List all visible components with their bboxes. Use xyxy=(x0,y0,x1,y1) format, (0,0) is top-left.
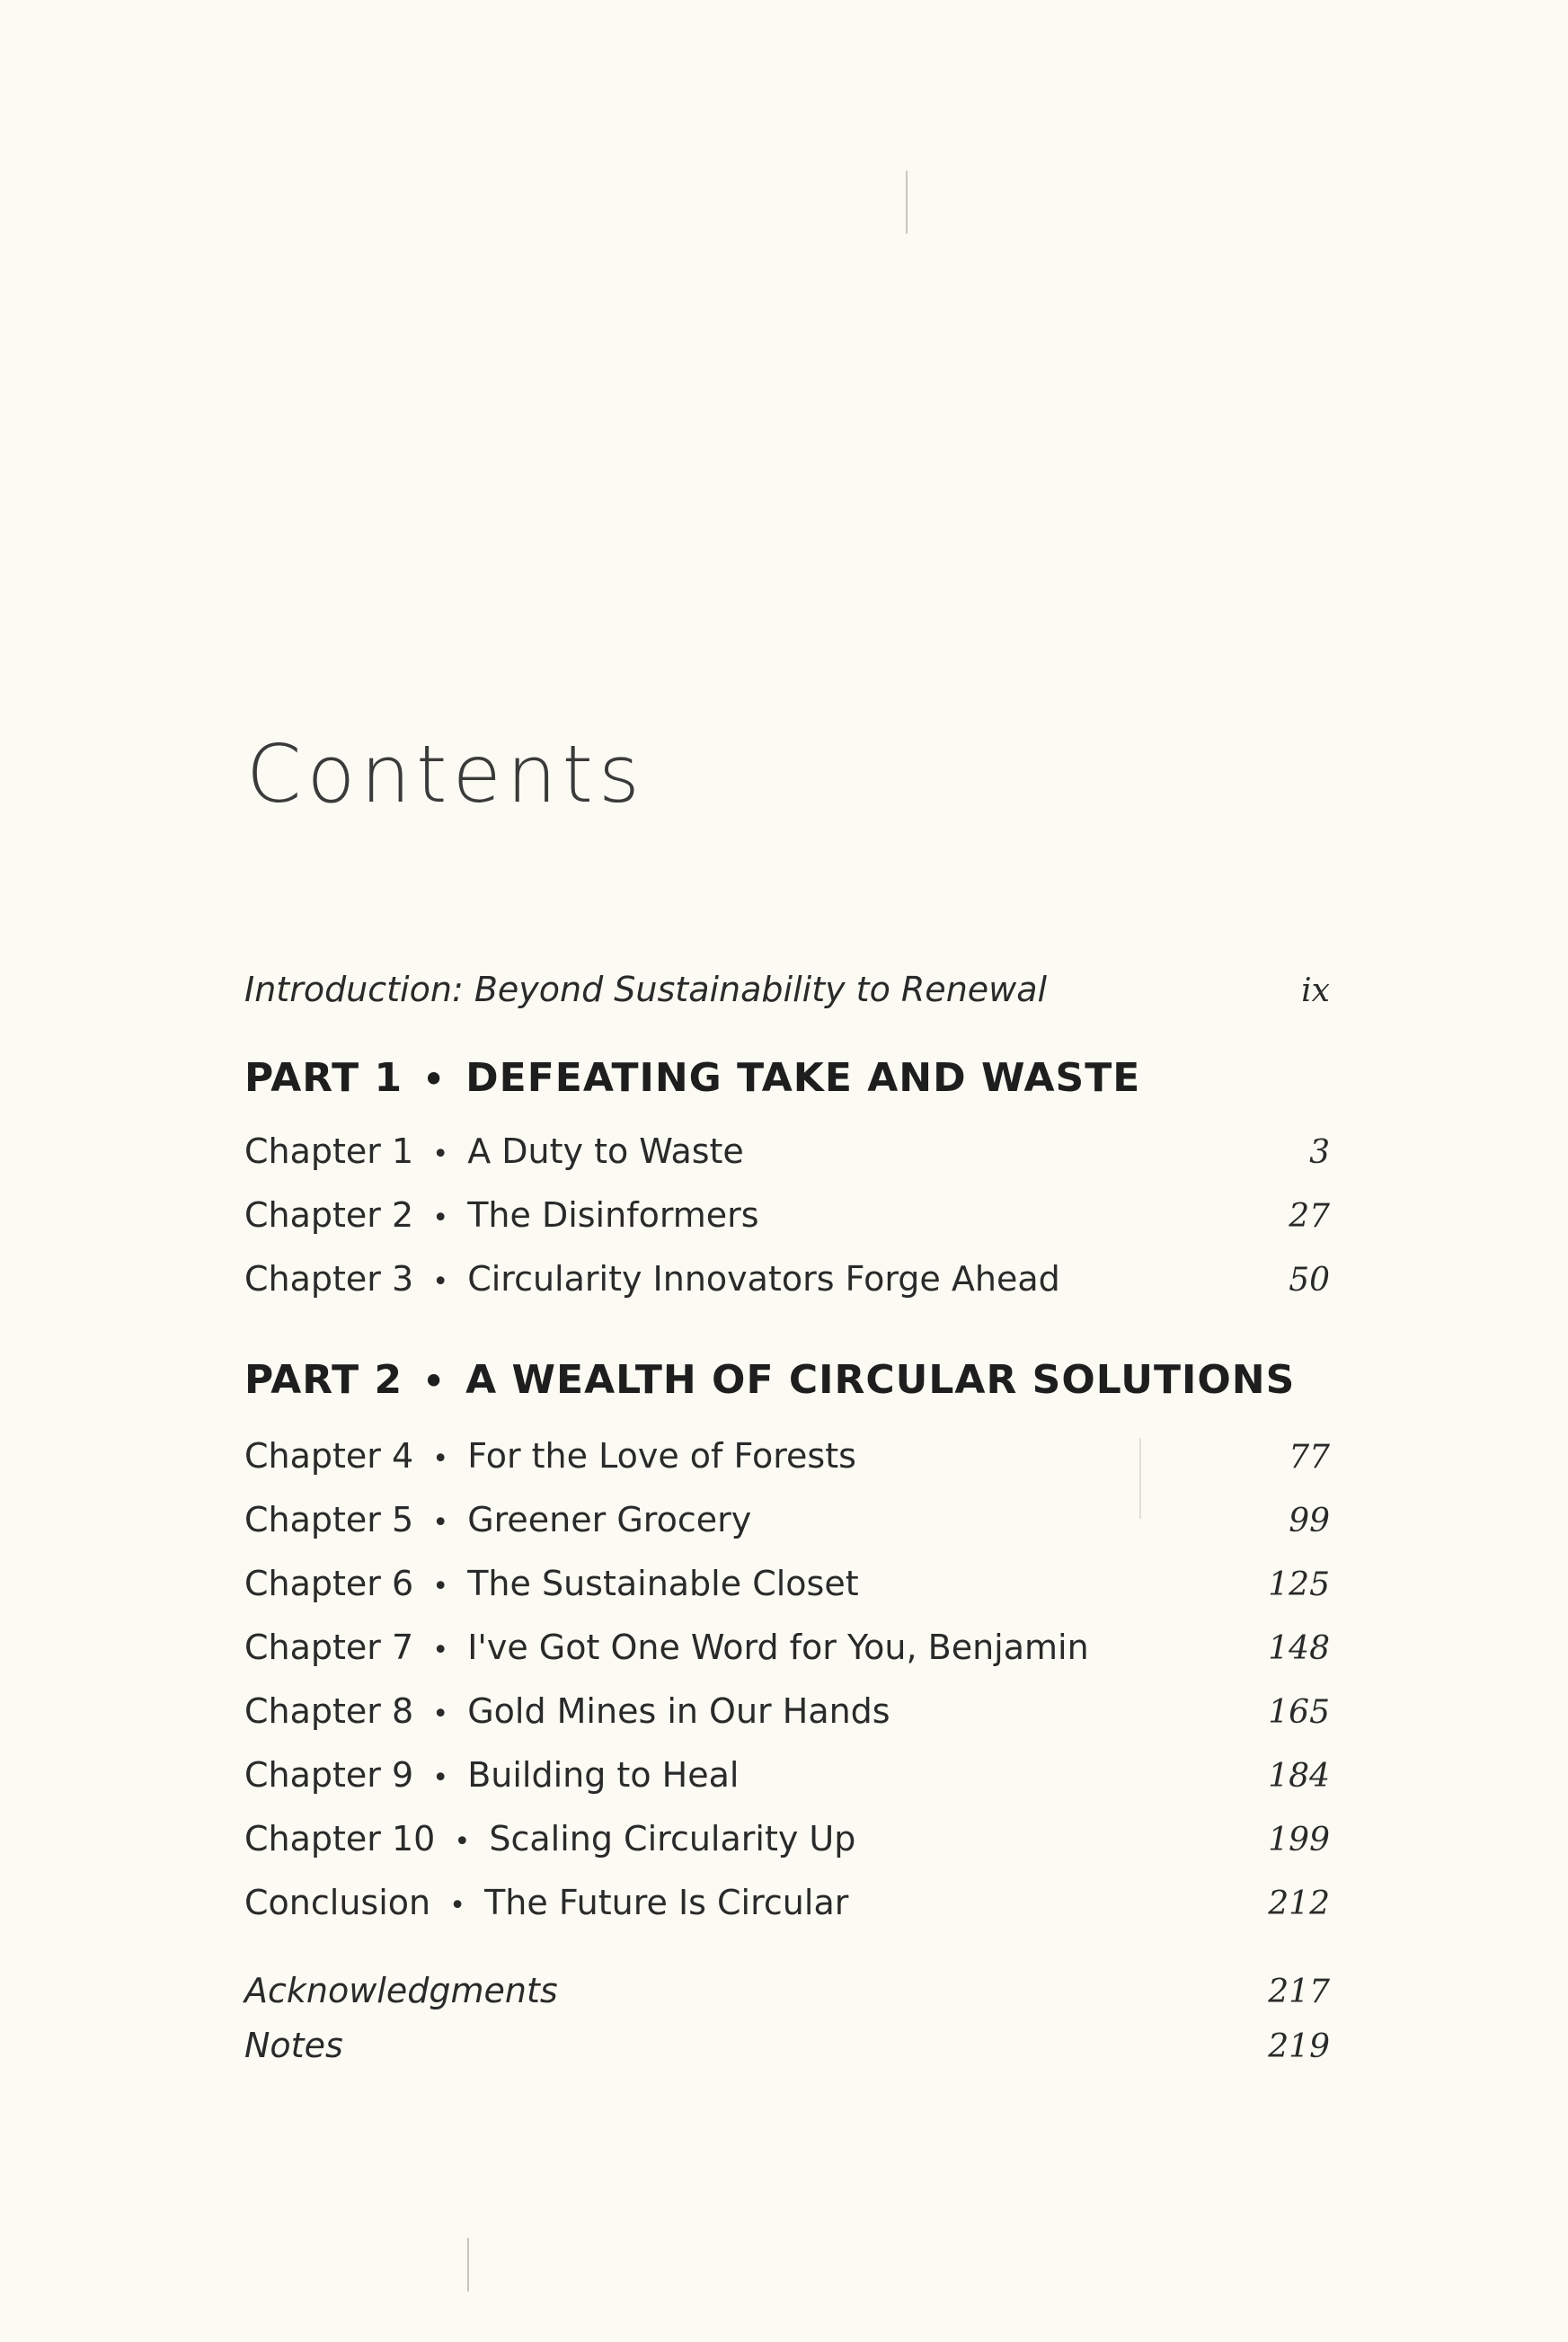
scan-mark xyxy=(467,2238,469,2292)
entry-page: 50 xyxy=(1289,1262,1330,1299)
part-title: A WEALTH OF CIRCULAR SOLUTIONS xyxy=(465,1357,1296,1403)
bullet-separator: • xyxy=(449,1890,465,1921)
entry-title: Acknowledgments xyxy=(244,1971,558,2010)
entry-title: Notes xyxy=(244,2026,343,2065)
bullet-separator: • xyxy=(432,1202,449,1234)
entry-page: 184 xyxy=(1268,1758,1330,1795)
entry-page: 99 xyxy=(1289,1503,1330,1539)
chapter-label: Chapter 4 xyxy=(244,1436,414,1476)
chapter-label: Chapter 2 xyxy=(244,1195,414,1235)
scan-mark xyxy=(1139,1438,1141,1519)
chapter-title: Scaling Circularity Up xyxy=(489,1819,856,1859)
chapter-title: Gold Mines in Our Hands xyxy=(467,1691,890,1731)
toc-entry-chapter-6[interactable] xyxy=(244,1566,1330,1601)
chapter-label: Chapter 5 xyxy=(244,1500,414,1539)
toc-entry-chapter-9[interactable] xyxy=(244,1755,1330,1795)
bullet-separator: • xyxy=(432,1139,449,1170)
part-label: PART 2 xyxy=(244,1357,403,1403)
chapter-title: Building to Heal xyxy=(467,1755,740,1795)
entry-page: 77 xyxy=(1289,1439,1330,1476)
toc-entry-chapter-10[interactable] xyxy=(244,1819,1330,1859)
toc-entry-chapter-8[interactable] xyxy=(244,1691,1330,1731)
bullet-separator: • xyxy=(432,1762,449,1794)
chapter-label: Chapter 8 xyxy=(244,1691,414,1731)
entry-page: 125 xyxy=(1268,1566,1330,1603)
entry-page: 219 xyxy=(1268,2028,1330,2065)
entry-page: 217 xyxy=(1268,1974,1330,2010)
entry-page: 199 xyxy=(1268,1822,1330,1859)
bullet-separator: • xyxy=(454,1826,471,1858)
bullet-separator: • xyxy=(432,1507,449,1539)
chapter-title: Circularity Innovators Forge Ahead xyxy=(467,1259,1060,1299)
bullet-separator: • xyxy=(422,1362,446,1401)
entry-page: 3 xyxy=(1309,1134,1330,1171)
bullet-separator: • xyxy=(432,1699,449,1730)
chapter-label: Conclusion xyxy=(244,1883,431,1922)
chapter-title: For the Love of Forests xyxy=(467,1436,856,1476)
chapter-label: Chapter 9 xyxy=(244,1755,414,1795)
toc-entry-acknowledgments[interactable] xyxy=(244,1971,1330,2010)
bullet-separator: • xyxy=(432,1443,449,1475)
chapter-title: I've Got One Word for You, Benjamin xyxy=(467,1628,1089,1667)
toc-entry-chapter-1[interactable] xyxy=(244,1131,1330,1171)
entry-page: 27 xyxy=(1289,1198,1330,1235)
bullet-separator: • xyxy=(432,1635,449,1666)
part-title: DEFEATING TAKE AND WASTE xyxy=(465,1055,1141,1101)
chapter-label: Chapter 3 xyxy=(244,1259,414,1299)
toc-entry-chapter-2[interactable] xyxy=(244,1195,1330,1235)
entry-page: ix xyxy=(1301,972,1330,1009)
toc-entry-chapter-7[interactable] xyxy=(244,1630,1330,1665)
entry-page: 212 xyxy=(1268,1885,1330,1922)
toc-entry-notes[interactable] xyxy=(244,2028,1330,2063)
toc-entry-chapter-5[interactable] xyxy=(244,1500,1330,1539)
bullet-separator: • xyxy=(432,1571,449,1602)
toc-entry-conclusion[interactable] xyxy=(244,1885,1330,1921)
chapter-title: The Sustainable Closet xyxy=(467,1564,859,1603)
entry-page: 148 xyxy=(1268,1630,1330,1667)
part-label: PART 1 xyxy=(244,1055,403,1101)
chapter-label: Chapter 7 xyxy=(244,1628,414,1667)
entry-title: Introduction: Beyond Sustainability to Renewal xyxy=(244,970,1048,1009)
part-heading-2 xyxy=(244,1357,1330,1403)
part-heading-1 xyxy=(244,1055,1330,1101)
bullet-separator: • xyxy=(422,1060,446,1099)
chapter-label: Chapter 6 xyxy=(244,1564,414,1603)
bullet-separator: • xyxy=(432,1266,449,1298)
chapter-title: Greener Grocery xyxy=(467,1500,752,1539)
page-title: Contents xyxy=(246,728,645,821)
toc-entry-chapter-4[interactable] xyxy=(244,1436,1330,1476)
chapter-title: A Duty to Waste xyxy=(467,1131,744,1171)
toc-entry-chapter-3[interactable] xyxy=(244,1259,1330,1299)
chapter-label: Chapter 1 xyxy=(244,1131,414,1171)
chapter-title: The Future Is Circular xyxy=(484,1883,849,1922)
chapter-title: The Disinformers xyxy=(467,1195,759,1235)
toc-entry-introduction[interactable] xyxy=(244,972,1330,1007)
scan-mark xyxy=(906,171,908,234)
entry-page: 165 xyxy=(1268,1694,1330,1731)
chapter-label: Chapter 10 xyxy=(244,1819,436,1859)
